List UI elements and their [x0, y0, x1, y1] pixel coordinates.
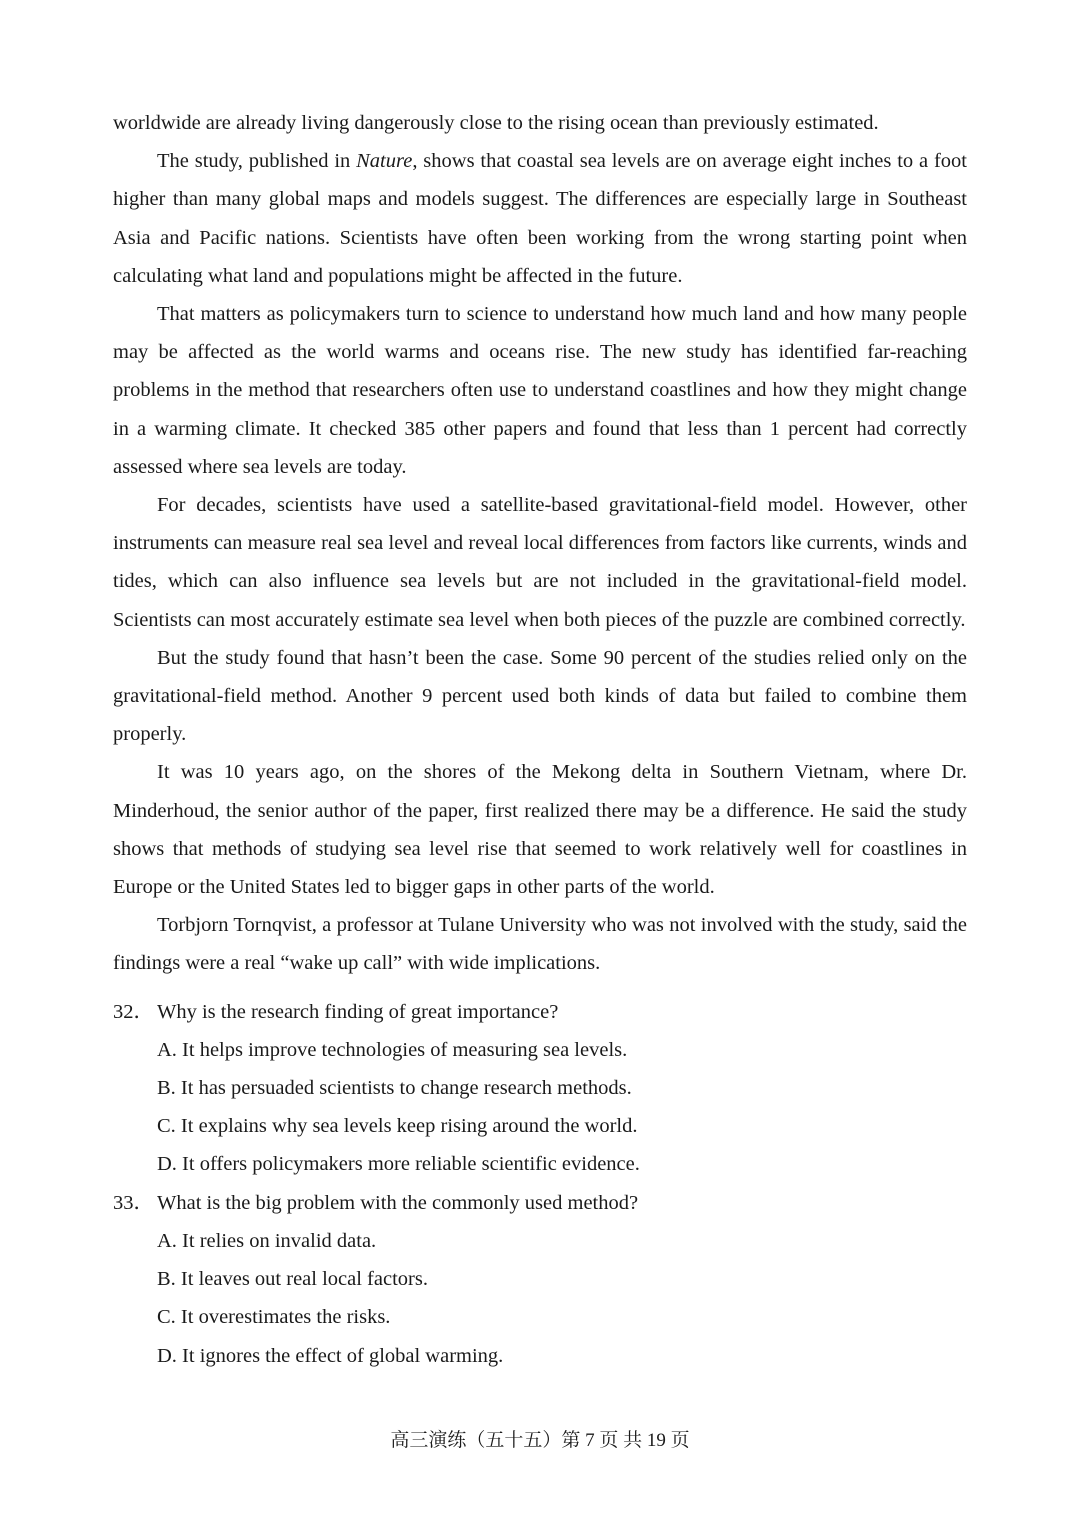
passage-paragraph-5: But the study found that hasn’t been the case. Some 90 percent of the studies relied only on the gravitational-field method. Another 9 percent used both kinds of data but failed to combine them properly.: [113, 646, 967, 746]
passage-paragraph-2: [113, 142, 967, 295]
question-text: What is the big problem with the commonly used method?: [157, 1191, 639, 1214]
option-c: C. It explains why sea levels keep rising around the world.: [157, 1115, 638, 1138]
answer-options: [113, 1222, 967, 1375]
paragraph-2-text-after: , shows that coastal sea levels are on average eight inches to a foot higher than many global maps and models suggest. The differences are especially large in Southeast Asia and Pacific nations. Scientists have often been working from the wrong starting point when calculating what land and populations might be affected in the future.: [113, 150, 967, 287]
page-footer: 高三演练（五十五）第 7 页 共 19 页: [390, 1430, 690, 1451]
passage-paragraph-7: Torbjorn Tornqvist, a professor at Tulane University who was not involved with the study, said the findings were a real “wake up call” with wide implications.: [113, 914, 967, 975]
question-33: [113, 1184, 967, 1375]
exam-page: [113, 104, 967, 1375]
option-b: B. It has persuaded scientists to change research methods.: [157, 1077, 632, 1100]
question-stem: [113, 993, 967, 1031]
option-a: A. It relies on invalid data.: [157, 1229, 377, 1252]
journal-name-italic: Nature: [356, 150, 413, 173]
question-stem: [113, 1184, 967, 1222]
option-d: D. It ignores the effect of global warming.: [157, 1344, 504, 1367]
question-number: 32．: [113, 1000, 154, 1023]
question-text: Why is the research finding of great importance?: [157, 1000, 559, 1023]
option-c: C. It overestimates the risks.: [157, 1306, 391, 1329]
option-b: B. It leaves out real local factors.: [157, 1268, 428, 1291]
question-32: [113, 993, 967, 1184]
paragraph-2-text-before: The study, published in: [157, 150, 357, 173]
passage-paragraph-3: That matters as policymakers turn to science to understand how much land and how many people may be affected as the world warms and oceans rise. The new study has identified far-reaching problems in the method that researchers often use to understand coastlines and how they might change in a warming climate. It checked 385 other papers and found that less than 1 percent had correctly assessed where sea levels are today.: [113, 303, 967, 478]
passage-paragraph-1: worldwide are already living dangerously close to the rising ocean than previously estimated.: [113, 112, 879, 134]
option-d: D. It offers policymakers more reliable scientific evidence.: [157, 1153, 640, 1176]
passage-paragraph-4: For decades, scientists have used a satellite-based gravitational-field model. However, other instruments can measure real sea level and reveal local differences from factors like currents, winds and tides, which can also influence sea levels but are not included in the gravitational-field model. Scientists can most accurately estimate sea level when both pieces of the puzzle are combined correctly.: [113, 494, 967, 631]
option-a: A. It helps improve technologies of measuring sea levels.: [157, 1038, 628, 1061]
question-number: 33．: [113, 1191, 154, 1214]
passage-paragraph-6: It was 10 years ago, on the shores of the Mekong delta in Southern Vietnam, where Dr. Minderhoud, the senior author of the paper, first realized there may be a difference. He said the study shows that methods of studying sea level rise that seemed to work relatively well for coastlines in Europe or the United States led to bigger gaps in other parts of the world.: [113, 761, 967, 899]
reading-passage: [113, 104, 967, 983]
question-list: [113, 993, 967, 1375]
answer-options: [113, 1031, 967, 1184]
